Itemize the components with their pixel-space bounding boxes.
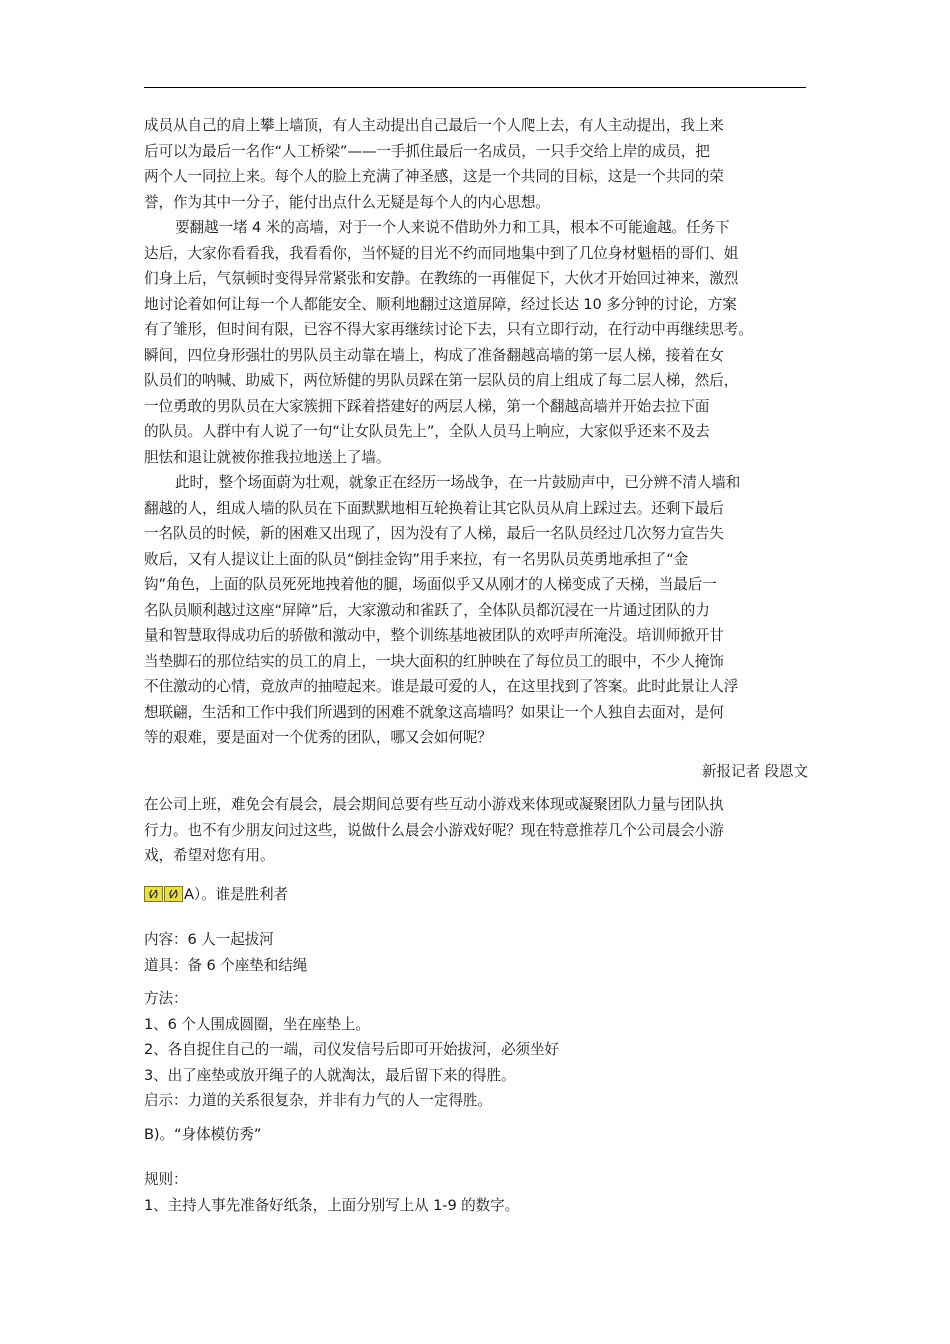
text-line: 翻越的人，组成人墙的队员在下面默默地相互轮换着让其它队员从肩上踩过去。还剩下最后 [144,499,724,517]
text-line: 败后，又有人提议让上面的队员“倒挂金钩”用手来拉，有一名男队员英勇地承担了“金 [144,550,689,568]
game-a-props: 道具：备 6 个座垫和结绳 [144,956,308,974]
article-paragraph-1 [144,113,808,215]
text-line: 要翻越一堵 4 米的高墙，对于一个人来说不借助外力和工具，根本不可能逾越。任务下 [175,219,730,236]
game-b-rule: 1、主持人事先准备好纸条，上面分别写上从 1-9 的数字。 [144,1196,520,1214]
intro-paragraph [144,792,808,869]
text-line: 誉，作为其中一分子，能付出点什么无疑是每个人的内心思想。 [144,193,550,211]
text-line: 此时，整个场面蔚为壮观，就象正在经历一场战争，在一片鼓励声中，已分辨不清人墙和 [175,474,741,491]
text-line: 等的艰难，要是面对一个优秀的团队，哪又会如何呢？ [144,729,492,746]
text-line: 成员从自己的肩上攀上墙顶，有人主动提出自己最后一个人爬上去，有人主动提出，我上来 [144,117,724,134]
header-rule [144,87,806,88]
text-line: 两个人一同拉上来。每个人的脸上充满了神圣感，这是一个共同的目标，这是一个共同的荣 [144,168,724,185]
text-line: 钩”角色，上面的队员死死地拽着他的腿，场面似乎又从刚才的人梯变成了天梯，当最后一 [144,576,717,593]
text-line: 想联翩，生活和工作中我们所遇到的困难不就象这高墙吗？如果让一个人独自去面对，是何 [144,703,724,721]
text-line: 一位勇敢的男队员在大家簇拥下踩着搭建好的两层人梯，第一个翻越高墙并开始去拉下面 [144,397,710,415]
picture-icon [144,886,163,902]
text-line: 在公司上班，难免会有晨会，晨会期间总要有些互动小游戏来体现或凝聚团队力量与团队执 [144,796,724,813]
text-line: 瞬间，四位身形强壮的男队员主动靠在墙上，构成了准备翻越高墙的第一层人梯，接着在女 [144,346,724,364]
game-a-method-label: 方法： [144,990,188,1007]
text-line: 当垫脚石的那位结实的员工的肩上，一块大面积的红肿映在了每位员工的眼中，不少人掩饰 [144,652,724,670]
article-paragraph-2 [144,215,808,470]
text-line: 们身上后，气氛顿时变得异常紧张和安静。在教练的一再催促下，大伙才开始回过神来，激烈 [144,270,739,287]
document-body [144,113,808,1218]
text-line: 量和智慧取得成功后的骄傲和激动中，整个训练基地被团队的欢呼声所淹没。培训师掀开甘 [144,627,724,644]
text-line: 队员们的呐喊、助威下，两位矫健的男队员踩在第一层队员的肩上组成了每二层人梯，然后， [144,372,739,389]
game-a-step: 1、6 个人围成圆圈，坐在座垫上。 [144,1015,370,1033]
game-b-rules-label: 规则： [144,1171,188,1188]
text-line: 达后，大家你看看我，我看看你，当怀疑的目光不约而同地集中到了几位身材魁梧的哥们、姐 [144,244,739,262]
text-line: 胆怯和退让就被你推我拉地送上了墙。 [144,448,391,466]
game-a-content: 内容：6 人一起拔河 [144,931,274,948]
game-a-heading [144,882,808,908]
game-a-title: A）。谁是胜利者 [184,885,289,903]
text-line: 行力。也不有少朋友问过这些，说做什么晨会小游戏好呢？现在特意推荐几个公司晨会小游 [144,821,724,839]
byline: 新报记者 段恩文 [702,762,808,780]
text-line: 地讨论着如何让每一个人都能安全、顺利地翻过这道屏障，经过长达 10 多分钟的讨论，方案 [144,295,737,313]
picture-icon [164,886,183,902]
game-b-title: B)。“身体模仿秀” [144,1125,262,1143]
article-paragraph-3 [144,470,808,751]
text-line: 有了雏形，但时间有限，已容不得大家再继续讨论下去，只有立即行动，在行动中再继续思考。 [144,321,753,338]
game-a-step: 3、出了座垫或放开绳子的人就淘汰，最后留下来的得胜。 [144,1066,516,1084]
text-line: 戏，希望对您有用。 [144,847,275,864]
text-line: 后可以为最后一名作“人工桥梁”——一手抓住最后一名成员，一只手交给上岸的成员，把 [144,142,710,160]
game-a-step: 2、各自捉住自己的一端，司仪发信号后即可开始拔河，必须坐好 [144,1041,560,1058]
text-line: 一名队员的时候，新的困难又出现了，因为没有了人梯，最后一名队员经过几次努力宣告失 [144,525,724,542]
text-line: 的队员。人群中有人说了一句“让女队员先上”，全队人员马上响应，大家似乎还来不及去 [144,423,710,440]
text-line: 不住激动的心情，竟放声的抽噎起来。谁是最可爱的人，在这里找到了答案。此时此景让人浮 [144,678,739,695]
game-a-insight: 启示：力道的关系很复杂，并非有力气的人一定得胜。 [144,1092,492,1109]
text-line: 名队员顺利越过这座“屏障”后，大家激动和雀跃了，全体队员都沉浸在一片通过团队的力 [144,601,710,619]
